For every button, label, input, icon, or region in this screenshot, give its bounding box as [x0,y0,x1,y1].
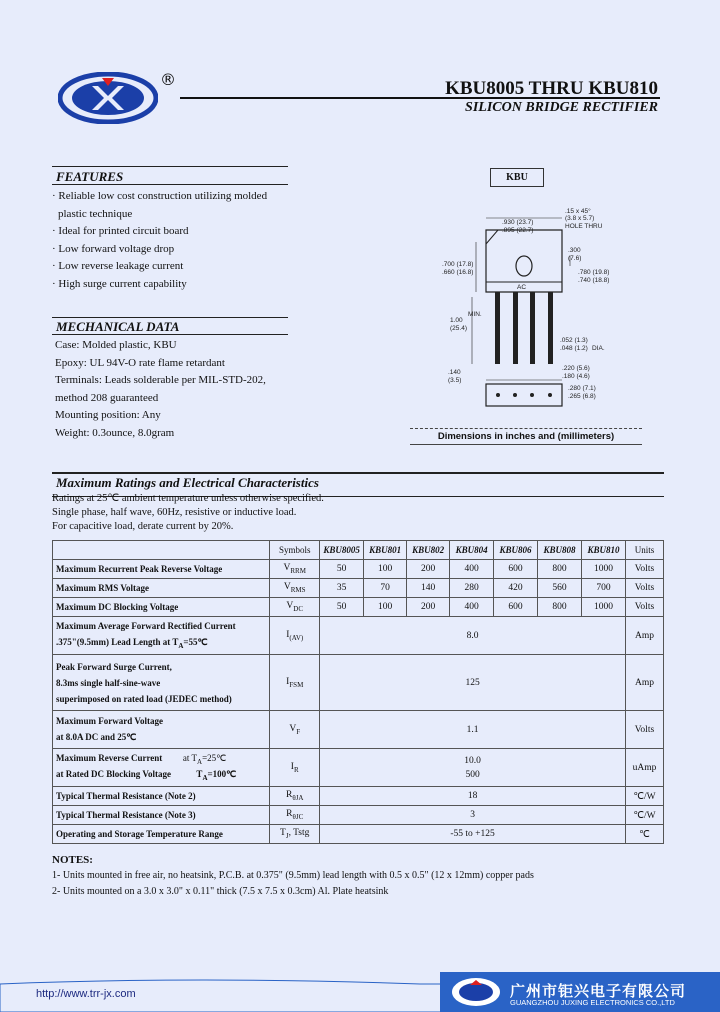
header-cell: KBU804 [450,541,494,560]
dim-lead-b: MIN. [468,311,482,318]
ratings-heading: Maximum Ratings and Electrical Characteristics [56,475,319,490]
value-cell: 8.0 [320,617,626,655]
dim-thick-a: .280 (7.1) [568,385,596,392]
param-cell: Maximum RMS Voltage [53,579,270,598]
mechanical-item: method 208 guaranteed [55,391,159,404]
dim-body-b: .740 (18.8) [578,277,610,284]
value-cell: 50 [320,560,364,579]
unit-cell: ℃ [625,825,663,844]
symbol-cell: $I_R$ [270,749,320,787]
package-label: KBU [490,168,544,187]
table-row [53,560,664,579]
param-cell: Typical Thermal Resistance (Note 3) [53,806,270,825]
registered-mark: ® [160,70,176,89]
website-link[interactable]: http://www.trr-jx.com [36,988,136,1000]
value-cell: 600 [494,560,538,579]
company-name-en: GUANGZHOU JUXING ELECTRONICS CO.,LTD [510,998,675,1007]
dim-body-a: .780 (19.8) [578,269,610,276]
value-cell: 18 [320,787,626,806]
unit-cell: Amp [625,655,663,711]
dim-hole-2: (3.8 x 5.7) [565,215,595,222]
value-cell: 1.1 [320,711,626,749]
dim-base-a: .140 [448,369,461,376]
value-cell: 800 [538,560,582,579]
header-cell: Units [625,541,663,560]
value-cell: 1000 [582,560,626,579]
value-cell: 35 [320,579,364,598]
value-cell: 3 [320,806,626,825]
header-cell: Symbols [270,541,320,560]
param-cell: Maximum Recurrent Peak Reverse Voltage [53,560,270,579]
dim-hole-pos-a: .300 [568,247,581,254]
value-cell: 200 [407,560,450,579]
dim-dia-b: .048 (1.2) [560,345,588,352]
document-title: KBU8005 THRU KBU810 [445,78,658,99]
feature-item: · Low reverse leakage current [52,260,184,272]
value-cell: 420 [494,579,538,598]
param-cell: Maximum Forward Voltage at 8.0A DC and 25℃ [53,711,270,749]
notes-heading: NOTES: [52,854,93,866]
mechanical-heading: MECHANICAL DATA [56,319,180,334]
dim-dia-a: .052 (1.3) [560,337,588,344]
symbol-cell: $R_{\theta JC}$ [270,806,320,825]
feature-item: plastic technique [58,207,133,220]
dim-pitch-b: .180 (4.6) [562,373,590,380]
document-subtitle: SILICON BRIDGE RECTIFIER [465,100,658,115]
table-row [53,806,664,825]
table-row [53,655,664,711]
param-cell: Peak Forward Surge Current, 8.3ms single half-sine-wave superimposed on rated load (JEDEC method) [53,655,270,711]
value-cell: 10.0 500 [320,749,626,787]
symbol-cell: $V_{RMS}$ [270,579,320,598]
param-cell: Operating and Storage Temperature Range [53,825,270,844]
table-row [53,711,664,749]
mechanical-item: Mounting position: Any [55,409,161,421]
dim-hole-pos-b: (7.6) [568,255,582,262]
value-cell: 140 [407,579,450,598]
param-cell: Maximum DC Blocking Voltage [53,598,270,617]
unit-cell: Volts [625,579,663,598]
symbol-cell: $V_{DC}$ [270,598,320,617]
notes-section [52,852,534,900]
condition-line: Single phase, half wave, 60Hz, resistive or inductive load. [52,507,297,518]
value-cell: 125 [320,655,626,711]
table-row [53,598,664,617]
value-cell: 200 [407,598,450,617]
value-cell: 800 [538,598,582,617]
mechanical-item: Epoxy: UL 94V-O rate flame retardant [55,356,225,369]
value-cell: 50 [320,598,364,617]
note-item: 1- Units mounted in free air, no heatsink, P.C.B. at 0.375" (9.5mm) lead length with 0.5 x 0.5" (12 x 12mm) copper pads [52,870,534,881]
mechanical-list [55,337,295,442]
mechanical-item: Terminals: Leads solderable per MIL-STD-202, [55,374,266,386]
value-cell: 100 [364,598,407,617]
feature-item: · Reliable low cost construction utilizing molded [52,190,268,202]
dim-base-b: (3.5) [448,377,462,384]
features-rule-bottom [52,184,288,185]
value-cell: 1000 [582,598,626,617]
dimensions-caption: Dimensions in inches and (millimeters) [410,428,642,445]
value-cell: 560 [538,579,582,598]
value-cell: 400 [450,598,494,617]
ratings-conditions [52,492,324,534]
header-cell: KBU801 [364,541,407,560]
package-outline-drawing [402,162,652,447]
unit-cell: ℃/W [625,806,663,825]
param-cell: Maximum Reverse Current at $T_A=25℃$ at Rated DC Blocking Voltage $T_A=100℃$ [53,749,270,787]
mechanical-rule-top [52,317,288,318]
ratings-table [52,540,664,844]
value-cell: -55 to +125 [320,825,626,844]
features-rule-top [52,166,288,167]
feature-item: · Ideal for printed circuit board [52,225,189,237]
company-name-cn: 广州市钜兴电子有限公司 [510,982,687,1000]
dim-pitch-a: .220 (5.6) [562,365,590,372]
condition-line: For capacitive load, derate current by 20%. [52,521,234,532]
feature-item: · High surge current capability [52,277,187,290]
table-row [53,579,664,598]
dim-lead-c: (25.4) [450,325,467,332]
ac-label: AC [517,284,527,291]
table-row [53,617,664,655]
dim-lead-a: 1.00 [450,317,463,324]
unit-cell: Volts [625,711,663,749]
value-cell: 700 [582,579,626,598]
header-cell [53,541,270,560]
symbol-cell: $V_{RRM}$ [270,560,320,579]
feature-item: · Low forward voltage drop [52,242,175,255]
dim-height-a: .700 (17.8) [442,261,474,268]
table-row [53,749,664,787]
mechanical-item: Case: Molded plastic, KBU [55,339,177,351]
dim-hole-1: .15 x 45° [565,208,591,215]
param-cell: Typical Thermal Resistance (Note 2) [53,787,270,806]
value-cell: 600 [494,598,538,617]
dim-thick-b: .265 (6.8) [568,393,596,400]
condition-line: Ratings at 25℃ ambient temperature unless otherwise specified. [52,493,324,504]
company-logo [58,72,158,124]
unit-cell: Volts [625,598,663,617]
header-cell: KBU806 [494,541,538,560]
value-cell: 100 [364,560,407,579]
table-row [53,825,664,844]
unit-cell: Volts [625,560,663,579]
unit-cell: uAmp [625,749,663,787]
symbol-cell: $T_J$, Tstg [270,825,320,844]
features-heading: FEATURES [56,169,124,184]
symbol-cell: $I_{(AV)}$ [270,617,320,655]
dim-height-b: .660 (16.8) [442,269,474,276]
symbol-cell: $I_{FSM}$ [270,655,320,711]
table-row [53,787,664,806]
header-cell: KBU810 [582,541,626,560]
value-cell: 400 [450,560,494,579]
symbol-cell: $R_{\theta JA}$ [270,787,320,806]
dim-hole-3: HOLE THRU [565,223,603,230]
value-cell: 280 [450,579,494,598]
unit-cell: ℃/W [625,787,663,806]
dim-width-b: .895 (22.7) [502,227,534,234]
symbol-cell: $V_F$ [270,711,320,749]
header-cell: KBU8005 [320,541,364,560]
features-list [52,188,292,293]
value-cell: 70 [364,579,407,598]
header-cell: KBU802 [407,541,450,560]
mechanical-item: Weight: 0.3ounce, 8.0gram [55,426,175,439]
unit-cell: Amp [625,617,663,655]
note-item: 2- Units mounted on a 3.0 x 3.0" x 0.11" thick (7.5 x 7.5 x 0.3cm) Al. Plate heatsink [52,886,389,897]
header-cell: KBU808 [538,541,582,560]
mechanical-rule-bottom [52,334,288,335]
dim-dia-label: DIA. [592,345,605,352]
table-header-row [53,541,664,560]
param-cell: Maximum Average Forward Rectified Current .375"(9.5mm) Lead Length at $T_A=55℃$ [53,617,270,655]
dim-width-a: .930 (23.7) [502,219,534,226]
